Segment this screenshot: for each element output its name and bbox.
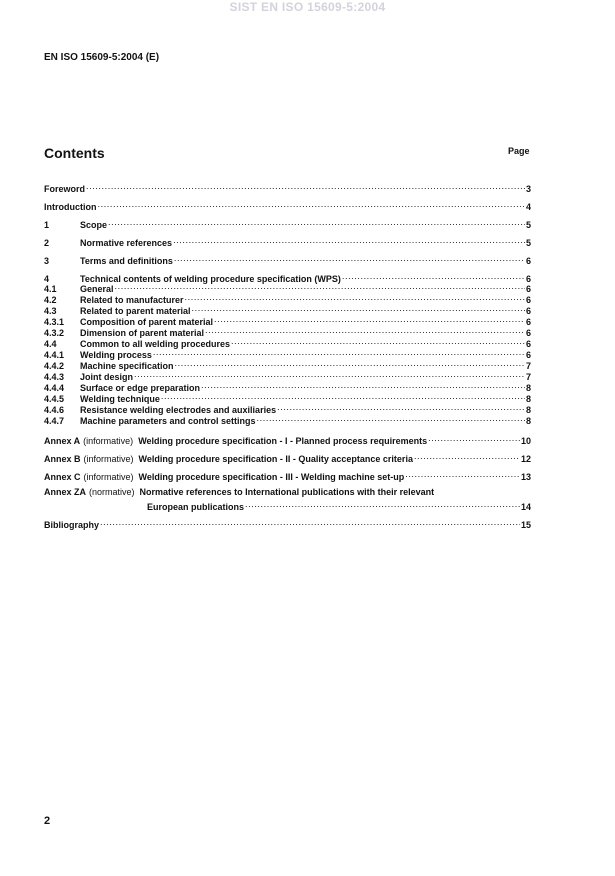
toc-entry-title: General bbox=[80, 284, 114, 294]
toc-entry-title: Related to manufacturer bbox=[80, 295, 184, 305]
toc-entry-page: 8 bbox=[525, 416, 531, 426]
toc-entry-page: 6 bbox=[525, 284, 531, 294]
toc-entry-introduction[interactable] bbox=[44, 198, 531, 210]
leader-dots bbox=[245, 498, 520, 510]
toc-entry-page: 8 bbox=[525, 405, 531, 415]
toc-entry-page: 13 bbox=[520, 472, 531, 482]
annex-type: (informative) bbox=[83, 436, 134, 446]
contents-heading: Contents bbox=[44, 145, 105, 161]
toc-entry-normative-references[interactable] bbox=[44, 234, 531, 246]
leader-dots bbox=[173, 234, 525, 246]
toc-entry-page: 6 bbox=[525, 328, 531, 338]
toc-entry-number: 4.3.2 bbox=[44, 328, 65, 338]
leader-dots bbox=[428, 432, 520, 444]
toc-entry-title: Scope bbox=[80, 220, 108, 230]
toc-entry-title: Welding procedure specification - II - Quality acceptance criteria bbox=[138, 454, 413, 464]
toc-entry-title: Foreword bbox=[44, 184, 86, 194]
toc-entry-title: Related to parent material bbox=[80, 306, 191, 316]
toc-entry-annex-b[interactable] bbox=[44, 450, 531, 462]
toc-entry-foreword[interactable] bbox=[44, 180, 531, 192]
leader-dots bbox=[414, 450, 520, 462]
toc-entry-number: 4 bbox=[44, 274, 50, 284]
toc-entry-bibliography[interactable] bbox=[44, 516, 531, 528]
toc-entry-number: 4.4.5 bbox=[44, 394, 65, 404]
leader-dots bbox=[98, 198, 525, 210]
toc-entry-number: 4.2 bbox=[44, 295, 57, 305]
toc-entry-number: 2 bbox=[44, 238, 50, 248]
toc-entry-page: 6 bbox=[525, 306, 531, 316]
annex-label: Annex A bbox=[44, 436, 81, 446]
toc-entry-title: Introduction bbox=[44, 202, 97, 212]
toc-entry-number: 3 bbox=[44, 256, 50, 266]
leader-dots bbox=[174, 252, 525, 264]
annex-type: (normative) bbox=[89, 487, 135, 497]
page-number: 2 bbox=[44, 815, 51, 827]
toc-entry-title-line1: Normative references to International publications with their relevant bbox=[139, 487, 435, 497]
toc-entry-page: 6 bbox=[525, 295, 531, 305]
annex-label: Annex ZA bbox=[44, 487, 87, 497]
toc-entry-title: Machine parameters and control settings bbox=[80, 416, 256, 426]
watermark: SIST EN ISO 15609-5:2004 bbox=[229, 0, 386, 14]
toc-entry-number: 4.3 bbox=[44, 306, 57, 316]
toc-entry-page: 4 bbox=[525, 202, 531, 212]
leader-dots bbox=[86, 180, 525, 192]
leader-dots bbox=[108, 216, 525, 228]
toc-entry-page: 5 bbox=[525, 220, 531, 230]
toc-entry-page: 10 bbox=[520, 436, 531, 446]
toc-entry-title: Terms and definitions bbox=[80, 256, 173, 266]
toc-entry-title: Technical contents of welding procedure specification (WPS) bbox=[80, 274, 341, 284]
toc-entry-page: 6 bbox=[525, 339, 531, 349]
toc-entry-title: Normative references bbox=[80, 238, 173, 248]
toc-entry-number: 4.4.2 bbox=[44, 361, 65, 371]
toc-entry-page: 14 bbox=[520, 502, 531, 512]
toc-entry-page: 15 bbox=[520, 520, 531, 530]
toc-entry-page: 8 bbox=[525, 394, 531, 404]
toc-entry-title: Joint design bbox=[80, 372, 134, 382]
toc-entry-title-line2: European publications bbox=[147, 502, 245, 512]
document-id: EN ISO 15609-5:2004 (E) bbox=[44, 52, 160, 63]
leader-dots bbox=[257, 412, 525, 424]
toc-entry-title: Welding procedure specification - I - Planned process requirements bbox=[138, 436, 428, 446]
toc-entry-title: Surface or edge preparation bbox=[80, 383, 201, 393]
leader-dots bbox=[405, 468, 520, 480]
toc-entry-page: 7 bbox=[525, 361, 531, 371]
toc-entry-number: 4.4.4 bbox=[44, 383, 65, 393]
toc-entry-page: 5 bbox=[525, 238, 531, 248]
toc-entry-scope[interactable] bbox=[44, 216, 531, 228]
toc-entry-annex-za-line2[interactable] bbox=[147, 498, 531, 510]
annex-type: (informative) bbox=[83, 472, 134, 482]
toc-entry-title: Common to all welding procedures bbox=[80, 339, 231, 349]
toc-entry-title: Welding procedure specification - III - Welding machine set-up bbox=[138, 472, 405, 482]
toc-entry-title: Welding technique bbox=[80, 394, 160, 404]
annex-type: (informative) bbox=[83, 454, 134, 464]
toc-entry-page: 12 bbox=[520, 454, 531, 464]
toc-entry-page: 8 bbox=[525, 383, 531, 393]
toc-entry-title: Resistance welding electrodes and auxiliaries bbox=[80, 405, 277, 415]
toc-entry-page: 6 bbox=[525, 317, 531, 327]
leader-dots bbox=[100, 516, 520, 528]
toc-entry-number: 4.4.7 bbox=[44, 416, 65, 426]
toc-entry-number: 1 bbox=[44, 220, 50, 230]
toc-entry-number: 4.4.1 bbox=[44, 350, 65, 360]
toc-entry-page: 6 bbox=[525, 274, 531, 284]
toc-entry-title: Bibliography bbox=[44, 520, 100, 530]
toc-entry-title: Machine specification bbox=[80, 361, 174, 371]
toc-entry-page: 7 bbox=[525, 372, 531, 382]
toc-entry-number: 4.4.6 bbox=[44, 405, 65, 415]
toc-entry-title: Welding process bbox=[80, 350, 152, 360]
annex-label: Annex C bbox=[44, 472, 81, 482]
toc-entry-number: 4.3.1 bbox=[44, 317, 65, 327]
annex-label: Annex B bbox=[44, 454, 81, 464]
toc-entry-page: 6 bbox=[525, 350, 531, 360]
toc-entry-annex-a[interactable] bbox=[44, 432, 531, 444]
toc-entry-page: 6 bbox=[525, 256, 531, 266]
toc-entry-page: 3 bbox=[525, 184, 531, 194]
toc-entry-terms-definitions[interactable] bbox=[44, 252, 531, 264]
toc-entry-annex-za[interactable] bbox=[44, 486, 531, 498]
toc-entry-machine-parameters[interactable] bbox=[44, 412, 531, 424]
toc-entry-number: 4.4.3 bbox=[44, 372, 65, 382]
toc-entry-number: 4.4 bbox=[44, 339, 57, 349]
toc-entry-annex-c[interactable] bbox=[44, 468, 531, 480]
toc-entry-title: Composition of parent material bbox=[80, 317, 214, 327]
toc-entry-title: Dimension of parent material bbox=[80, 328, 205, 338]
toc-entry-number: 4.1 bbox=[44, 284, 57, 294]
page-column-label: Page bbox=[508, 146, 530, 156]
